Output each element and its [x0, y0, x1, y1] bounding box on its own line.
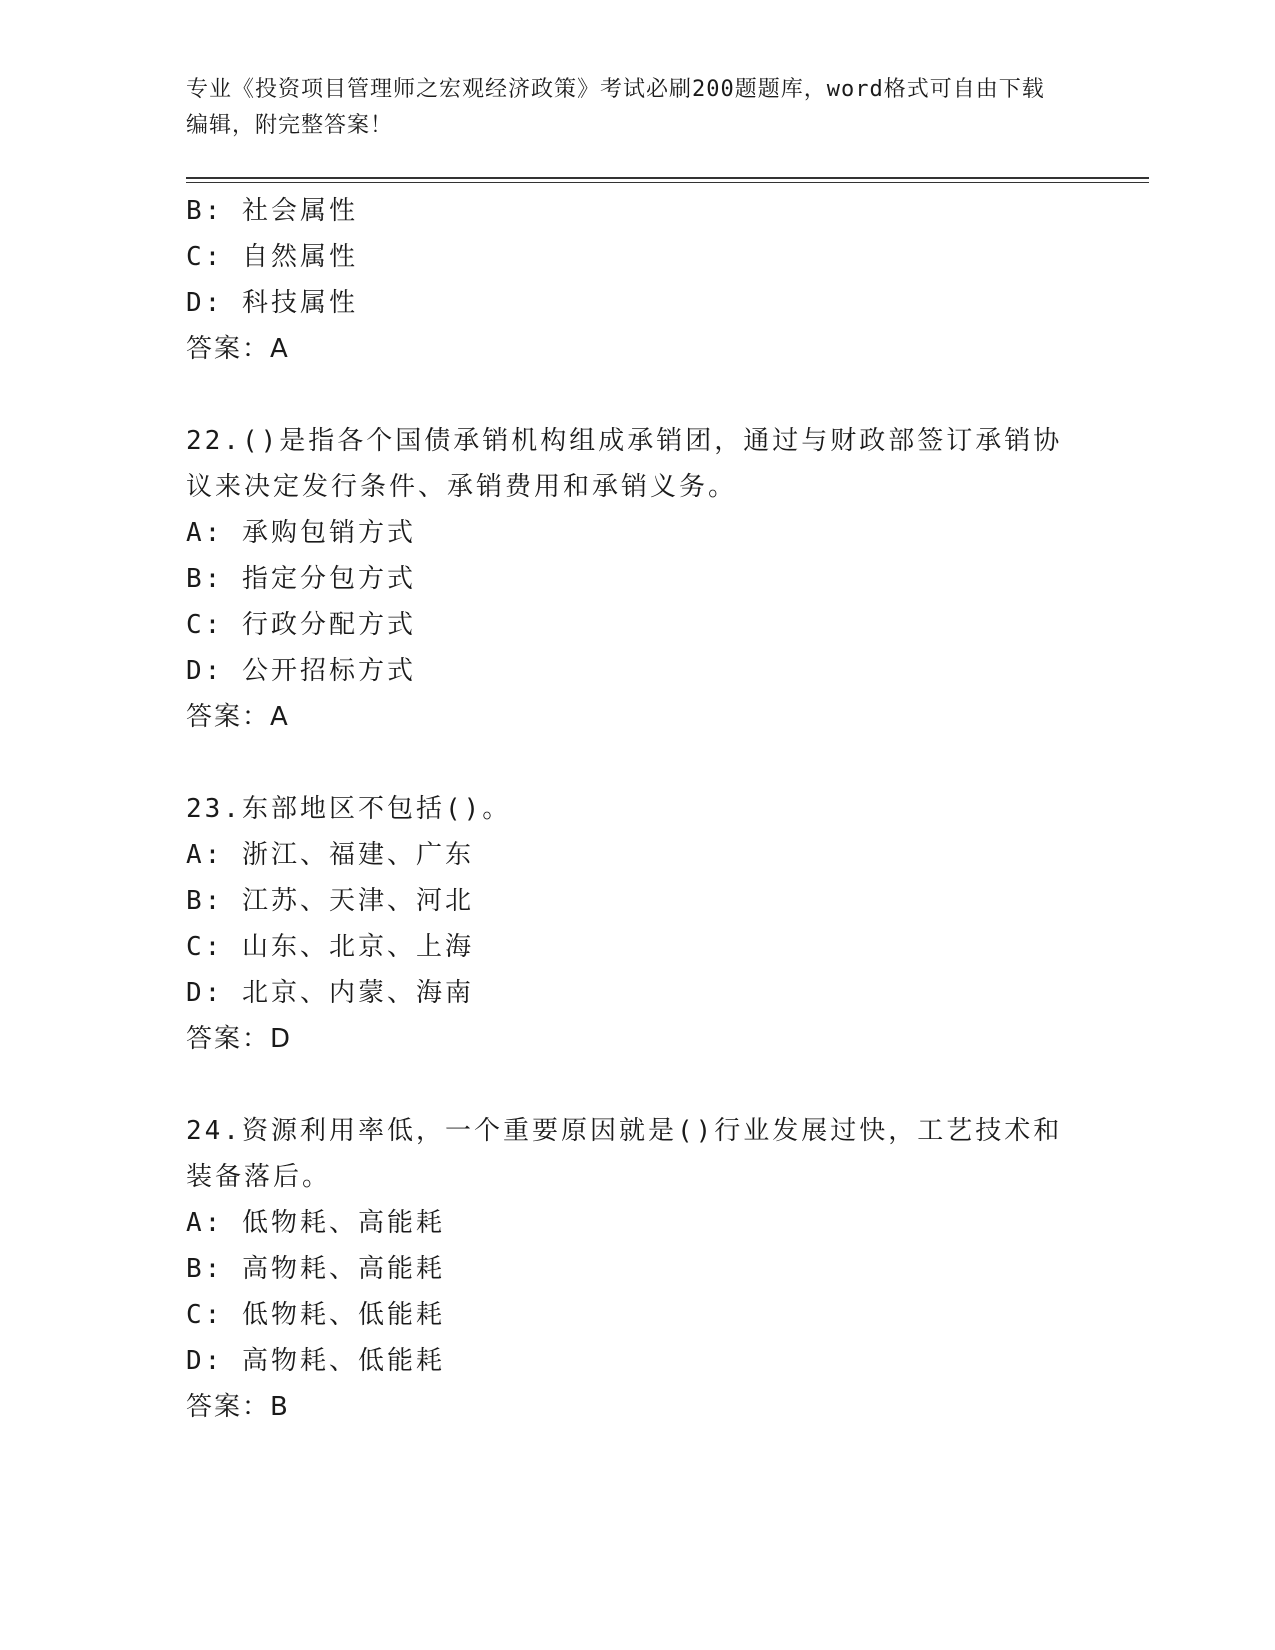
answer-line: 答案：A — [186, 334, 290, 364]
option-text: 公开招标方式 — [241, 656, 416, 686]
option-label: B: — [186, 1254, 224, 1284]
option-line — [186, 1200, 1086, 1246]
option-text: 低物耗、高能耗 — [241, 1208, 445, 1238]
header-divider-thick — [186, 177, 1149, 179]
option-text: 江苏、天津、河北 — [241, 886, 474, 916]
option-label: A: — [186, 840, 224, 870]
option-line — [186, 832, 1086, 878]
option-line — [186, 1292, 1086, 1338]
option-text: 行政分配方式 — [241, 610, 416, 640]
document-header: 专业《投资项目管理师之宏观经济政策》考试必刷200题题库，word格式可自由下载编辑，附完整答案！ — [186, 77, 1045, 138]
option-line — [186, 878, 1086, 924]
option-label: D: — [186, 288, 224, 318]
question-block — [186, 786, 1086, 1062]
question-block — [186, 418, 1086, 740]
spacer — [186, 1062, 1086, 1108]
option-line — [186, 602, 1086, 648]
option-text: 社会属性 — [241, 196, 358, 226]
question-stem: 24.资源利用率低，一个重要原因就是()行业发展过快，工艺技术和装备落后。 — [186, 1116, 1063, 1192]
option-text: 科技属性 — [241, 288, 358, 318]
option-text: 浙江、福建、广东 — [241, 840, 474, 870]
option-text: 山东、北京、上海 — [241, 932, 474, 962]
option-text: 低物耗、低能耗 — [241, 1300, 445, 1330]
option-text: 高物耗、高能耗 — [241, 1254, 445, 1284]
question-stem: 22.()是指各个国债承销机构组成承销团，通过与财政部签订承销协议来决定发行条件、承销费用和承销义务。 — [186, 426, 1063, 502]
option-line — [186, 924, 1086, 970]
option-label: B: — [186, 564, 224, 594]
spacer — [186, 740, 1086, 786]
option-label: D: — [186, 978, 224, 1008]
option-label: D: — [186, 656, 224, 686]
option-text: 承购包销方式 — [241, 518, 416, 548]
option-text: 北京、内蒙、海南 — [241, 978, 474, 1008]
option-label: C: — [186, 932, 224, 962]
option-label: A: — [186, 1208, 224, 1238]
option-line — [186, 280, 1086, 326]
header-divider-thin — [186, 182, 1149, 183]
prev-question-block — [186, 188, 1086, 372]
option-label: A: — [186, 518, 224, 548]
answer-line: 答案：B — [186, 1392, 290, 1422]
option-label: B: — [186, 196, 224, 226]
option-label: C: — [186, 610, 224, 640]
question-block — [186, 1108, 1086, 1430]
option-text: 自然属性 — [241, 242, 358, 272]
option-line — [186, 1246, 1086, 1292]
question-list — [186, 188, 1086, 1430]
option-label: C: — [186, 1300, 224, 1330]
option-line — [186, 1338, 1086, 1384]
option-line — [186, 970, 1086, 1016]
option-line — [186, 188, 1086, 234]
option-line — [186, 556, 1086, 602]
option-text: 高物耗、低能耗 — [241, 1346, 445, 1376]
option-line — [186, 648, 1086, 694]
question-stem: 23.东部地区不包括()。 — [186, 794, 512, 824]
spacer — [186, 372, 1086, 418]
option-line — [186, 234, 1086, 280]
option-text: 指定分包方式 — [241, 564, 416, 594]
option-label: C: — [186, 242, 224, 272]
option-label: D: — [186, 1346, 224, 1376]
option-label: B: — [186, 886, 224, 916]
option-line — [186, 510, 1086, 556]
answer-line: 答案：A — [186, 702, 290, 732]
answer-line: 答案：D — [186, 1024, 293, 1054]
